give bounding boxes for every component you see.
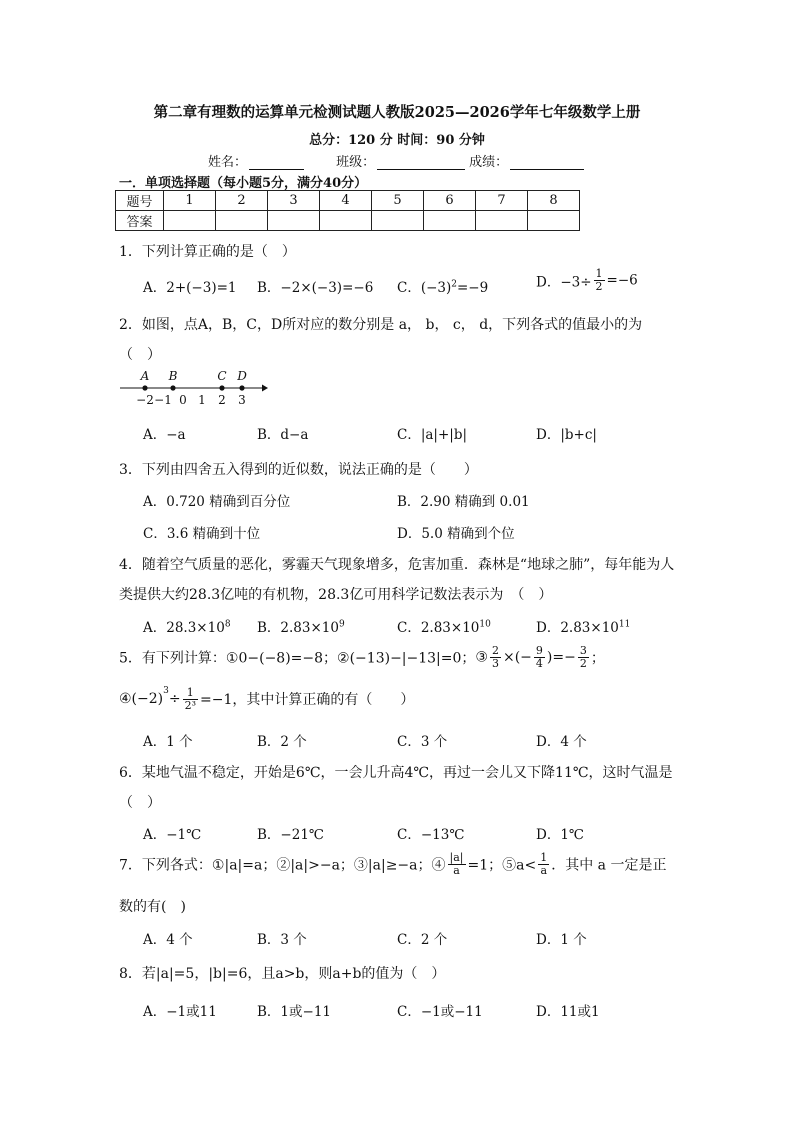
- fraction-numerator: |a|: [449, 851, 464, 864]
- q1-stem: 1．下列计算正确的是（ ）: [119, 244, 296, 260]
- fraction-numerator: 9: [535, 644, 543, 657]
- tick-label: 3: [238, 393, 246, 407]
- q5-fraction-9-4: [534, 645, 545, 670]
- q7-option-c: C．2 个: [397, 932, 448, 948]
- class-field[interactable]: [377, 157, 465, 170]
- table-row: [116, 211, 580, 231]
- q7-stem-line2: 数的有( ): [119, 899, 186, 915]
- answer-cell[interactable]: [372, 211, 424, 231]
- point-marker: [219, 385, 224, 390]
- point-label: C: [217, 369, 227, 383]
- section-heading: 一．单项选择题（每小题5分，满分40分）: [119, 176, 368, 191]
- q1-option-b: B．−2×(−3)=−6: [257, 280, 374, 296]
- q5-fraction-2-3: [490, 645, 501, 670]
- tick-label: −2: [136, 393, 154, 407]
- student-info-row: [208, 151, 588, 170]
- q8-option-d: D．11或1: [536, 1004, 600, 1020]
- q3-option-b: B．2.90 精确到 0.01: [397, 494, 530, 510]
- table-cell: 3: [268, 191, 320, 211]
- point-label: A: [140, 369, 150, 383]
- q6-option-a: A．−1℃: [143, 827, 202, 843]
- answer-cell[interactable]: [216, 211, 268, 231]
- q1-c-rest: =−9: [457, 280, 489, 296]
- q4-c-exp: 10: [479, 619, 491, 630]
- q7-stem-line1: [119, 852, 666, 877]
- q7-fraction-1-a: [538, 852, 549, 877]
- table-cell: 2: [216, 191, 268, 211]
- q2-option-b: B．d−a: [257, 427, 309, 443]
- point-marker: [170, 385, 175, 390]
- point-marker: [239, 385, 244, 390]
- name-label: 姓名：: [208, 155, 248, 170]
- score-label: 成绩：: [469, 155, 509, 170]
- q1-option-c: [397, 276, 488, 296]
- q5-option-c: C．3 个: [397, 734, 448, 750]
- answer-table: [115, 190, 580, 231]
- q1-c-exp: 2: [451, 279, 457, 290]
- q5-stem-line1: [119, 645, 605, 670]
- q8-option-a: A．−1或11: [143, 1004, 217, 1020]
- q2-paren: （ ）: [119, 347, 161, 363]
- arrow-head-icon: [262, 385, 268, 392]
- q5-item4-div: ÷: [168, 691, 181, 707]
- q1-option-a: A．2+(−3)=1: [143, 280, 237, 296]
- point-label: B: [168, 369, 178, 383]
- exam-info: 总分：120 分 时间：90 分钟: [309, 133, 485, 148]
- q6-option-b: B．−21℃: [257, 827, 325, 843]
- q8-stem: 8．若|a|=5，|b|=6，且a>b，则a+b的值为（ ）: [119, 966, 446, 982]
- q5-item3-end: ；: [590, 650, 605, 667]
- tick-label: 0: [179, 393, 187, 407]
- q5-item4-prefix: ④(−2): [119, 691, 164, 707]
- q5-option-b: B．2 个: [257, 734, 307, 750]
- fraction-denominator: 3: [491, 657, 499, 670]
- q6-option-c: C．−13℃: [397, 827, 465, 843]
- q5-option-a: A．1 个: [143, 734, 193, 750]
- table-cell: 7: [476, 191, 528, 211]
- number-line-ticks: [136, 393, 246, 407]
- q4-a-base: A．28.3×10: [143, 620, 225, 636]
- q8-option-c: C．−1或−11: [397, 1004, 483, 1020]
- q7-option-d: D．1 个: [536, 932, 587, 948]
- q2-option-c: C．|a|+|b|: [397, 427, 468, 443]
- q7-option-a: A．4 个: [143, 932, 193, 948]
- fraction-denominator: a: [453, 864, 460, 877]
- fraction-numerator: 1: [595, 267, 603, 280]
- fraction-numerator: 3: [579, 644, 587, 657]
- q3-option-c: C．3.6 精确到十位: [143, 526, 261, 542]
- q6-option-d: D．1℃: [536, 827, 585, 843]
- table-cell: 5: [372, 191, 424, 211]
- page-title: 第二章有理数的运算单元检测试题人教版2025—2026学年七年级数学上册: [153, 104, 641, 121]
- q1-c-base: C．(−3): [397, 280, 452, 296]
- class-label: 班级：: [336, 155, 376, 170]
- table-cell: 1: [164, 191, 216, 211]
- q4-a-exp: 8: [224, 619, 231, 630]
- fraction-numerator: 1: [540, 851, 548, 864]
- q5-stem-line2: [119, 686, 414, 712]
- table-cell: 4: [320, 191, 372, 211]
- q5-item3-mid: ×(−: [502, 649, 532, 666]
- q5-item1: ①0−(−8)=−8；: [225, 650, 338, 667]
- q4-option-d: [536, 616, 630, 636]
- q7-option-b: B．3 个: [257, 932, 307, 948]
- answer-cell[interactable]: [476, 211, 528, 231]
- fraction-denominator: 4: [535, 657, 543, 670]
- table-row: [116, 191, 580, 211]
- tick-label: 1: [198, 393, 206, 407]
- q4-stem-line1: 4．随着空气质量的恶化，雾霾天气现象增多，危害加重．森林是“地球之肺”，每年能为人: [119, 557, 675, 573]
- q3-option-d: D．5.0 精确到个位: [397, 526, 515, 542]
- q1-d-fraction: [594, 268, 605, 293]
- answer-cell[interactable]: [320, 211, 372, 231]
- table-cell: 6: [424, 191, 476, 211]
- q4-d-base: D．2.83×10: [536, 620, 619, 636]
- q5-item4-end: =−1，其中计算正确的有（ ）: [200, 692, 415, 708]
- row-label-number: 题号: [116, 191, 164, 211]
- q2-option-a: A．−a: [143, 427, 186, 443]
- q6-stem: 6．某地气温不稳定，开始是6℃，一会儿升高4℃，再过一会儿又下降11℃，这时气温是: [119, 765, 673, 781]
- q5-item3-after: )=−: [546, 649, 576, 666]
- q4-option-b: [257, 616, 345, 636]
- answer-cell[interactable]: [424, 211, 476, 231]
- q5-option-d: D．4 个: [536, 734, 587, 750]
- point-marker: [142, 385, 147, 390]
- q4-b-base: B．2.83×10: [257, 620, 339, 636]
- q1-d-rest: =−6: [606, 272, 638, 289]
- q3-stem: 3．下列由四舍五入得到的近似数，说法正确的是（ ）: [119, 462, 478, 478]
- q4-b-exp: 9: [338, 619, 345, 630]
- q4-c-base: C．2.83×10: [397, 620, 480, 636]
- q2-option-d: D．|b+c|: [536, 427, 597, 443]
- q6-paren: （ ）: [119, 795, 161, 811]
- q7-suffix: ．其中 a 一定是正: [551, 857, 667, 874]
- q4-option-c: [397, 616, 491, 636]
- score-field[interactable]: [510, 157, 584, 170]
- q1-d-base: D．−3÷: [536, 274, 592, 291]
- answer-cell[interactable]: [268, 211, 320, 231]
- answer-cell[interactable]: [528, 211, 580, 231]
- answer-cell[interactable]: [164, 211, 216, 231]
- fraction-denominator: 2³: [184, 698, 197, 712]
- q5-item3-marker: ③: [475, 649, 488, 666]
- q7-prefix: 7．下列各式：: [119, 857, 212, 874]
- fraction-numerator: 2: [491, 644, 499, 657]
- fraction-numerator: 1: [183, 687, 198, 700]
- q3-option-a: A．0.720 精确到百分位: [143, 494, 291, 510]
- q5-item2: ②(−13)−|−13|=0；: [337, 650, 476, 667]
- q2-stem: 2．如图，点A，B，C，D所对应的数分别是 a， b， c， d，下列各式的值最小的为: [119, 317, 643, 333]
- q5-fraction-3-2: [578, 645, 589, 670]
- q8-option-b: B．1或−11: [257, 1004, 331, 1020]
- q4-stem-line2: 类提供大约28.3亿吨的有机物，28.3亿可用科学记数法表示为 （ ）: [119, 587, 553, 603]
- name-field[interactable]: [249, 157, 304, 170]
- q4-d-exp: 11: [618, 619, 631, 630]
- fraction-denominator: 2: [579, 657, 587, 670]
- q5-prefix: 5．有下列计算：: [119, 650, 226, 667]
- row-label-answer: 答案: [116, 211, 164, 231]
- q4-option-a: [143, 616, 231, 636]
- q7-fraction-abs-a: [448, 852, 466, 877]
- number-line-points: [140, 369, 248, 391]
- fraction-denominator: 2: [595, 280, 603, 293]
- q5-item4-fraction: [183, 687, 198, 712]
- q7-item4-end: =1；⑤a<: [467, 857, 537, 874]
- q5-item4-exp: 3: [163, 686, 169, 696]
- q7-items: ①|a|=a；②|a|>−a；③|a|≥−a；④: [211, 857, 446, 874]
- table-cell: 8: [528, 191, 580, 211]
- number-line-figure: [116, 366, 276, 408]
- fraction-denominator: a: [540, 864, 547, 877]
- tick-label: 2: [218, 393, 226, 407]
- point-label: D: [237, 369, 247, 383]
- q1-option-d: [536, 268, 638, 293]
- tick-label: −1: [154, 393, 172, 407]
